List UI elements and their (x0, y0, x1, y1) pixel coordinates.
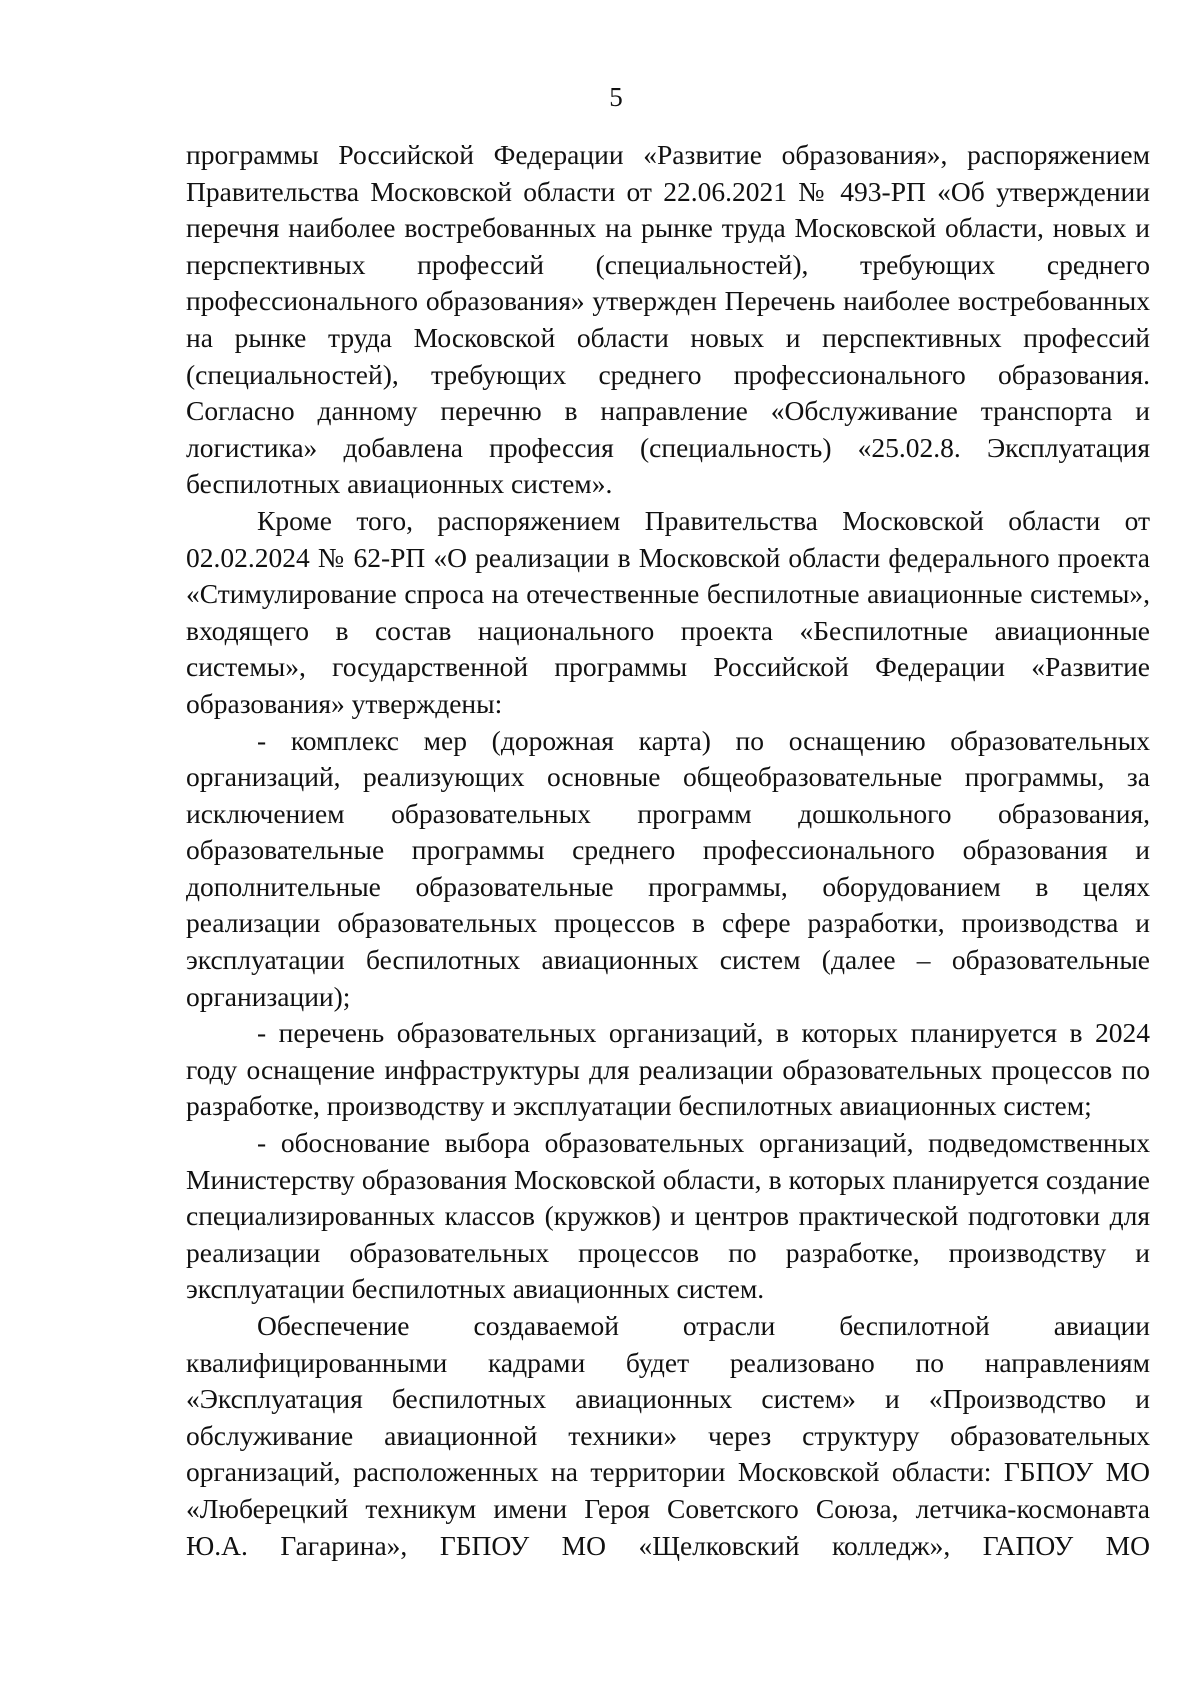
document-body (186, 137, 1150, 1564)
paragraph-roadmap-item: - комплекс мер (дорожная карта) по оснащению образовательных организаций, реализующих основные общеобразовательные программы, за исключением образовательных программ дошкольного образования, образовательные программы среднего профессионального образования и дополнительные образовательные программы, оборудованием в целях реализации образовательных процессов в сфере разработки, производства и эксплуатации беспилотных авиационных систем (далее – образовательные организации); (186, 724, 1150, 1012)
page-number: 5 (609, 82, 623, 112)
paragraph-qualified-personnel: Обеспечение создаваемой отрасли беспилотной авиации квалифицированными кадрами будет реализовано по направлениям «Эксплуатация беспилотных авиационных систем» и «Производство и обслуживание авиационной техники» через структуру образовательных организаций, расположенных на территории Московской области: ГБПОУ МО «Люберецкий техникум имени Героя Советского Союза, летчика-космонавта Ю.А. Гагарина», ГБПОУ МО «Щелковский колледж», ГАПОУ МО (186, 1310, 1150, 1561)
paragraph-selection-justification-item: - обоснование выбора образовательных организаций, подведомственных Министерству образования Московской области, в которых планируется создание специализированных классов (кружков) и центров практической подготовки для реализации образовательных процессов по разработке, производству и эксплуатации беспилотных авиационных систем. (186, 1127, 1150, 1305)
paragraph-education-program-list: программы Российской Федерации «Развитие образования», распоряжением Правительства Московской области от 22.06.2021 № 493-РП «Об утверждении перечня наиболее востребованных на рынке труда Московской области, новых и перспективных профессий (специальностей), требующих среднего профессионального образования» утвержден Перечень наиболее востребованных на рынке труда Московской области новых и перспективных профессий (специальностей), требующих среднего профессионального образования. Согласно данному перечню в направление «Обслуживание транспорта и логистика» добавлена профессия (специальность) «25.02.8. Эксплуатация беспилотных авиационных систем». (186, 139, 1150, 500)
paragraph-drone-project-order: Кроме того, распоряжением Правительства Московской области от 02.02.2024 № 62-РП «О реализации в Московской области федерального проекта «Стимулирование спроса на отечественные беспилотные авиационные системы», входящего в состав национального проекта «Беспилотные авиационные системы», государственной программы Российской Федерации «Развитие образования» утверждены: (186, 504, 1150, 719)
paragraph-organizations-list-item: - перечень образовательных организаций, в которых планируется в 2024 году оснащение инфраструктуры для реализации образовательных процессов по разработке, производству и эксплуатации беспилотных авиационных систем; (186, 1017, 1150, 1122)
